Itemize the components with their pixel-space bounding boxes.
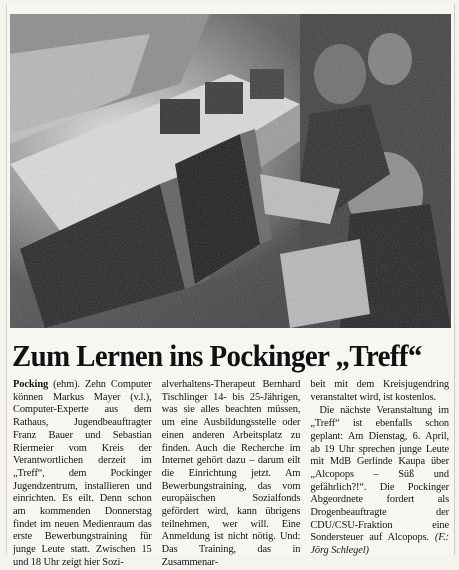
paragraph-text: Die nächste Veranstaltung im „Treff“ ist ebenfalls schon geplant: Am Dienstag, 6. April, ab 19 Uhr sprechen junge Leute mit MdB Gerlinde Kaupa über „Alcopops – Süß und gefährlich?!“. Die Pockinger Abgeordnete fordert als Drogenbeauftragte der CDU/CSU-Fraktion eine Sondersteuer auf Alcopops. [310,405,450,544]
article-paragraph: alverhaltens-Therapeut Bernhard Tischlinger 14- bis 25-Jährigen, was sie alles beachten müssen, um eine Ausbildungsstelle oder einen anderen Arbeitsplatz zu finden. Auch die Recherche im Internet gehört dazu – darum eilt die Einrichtung jetzt. Am Bewerbungstraining, das vom europäischen Sozialfonds gefördert wird, kann übrigens teilnehmen, wer will. Eine Anmeldung ist nicht nötig. Und: Das Training, das in Zusammenar- [161,379,301,568]
article-paragraph: beit mit dem Kreisjugendring veranstaltet wird, ist kostenlos. [310,379,450,403]
article-paragraph [310,405,449,557]
article-body [13,379,450,568]
article-column-1 [13,379,152,568]
article-column-2 [161,379,301,568]
dateline: Pocking [13,379,49,390]
article-column-3 [310,379,449,555]
photo-credit: (F.: Jörg Schlegel) [310,532,450,557]
paragraph-text: (ehm). Zehn Computer können Markus Mayer (v.l.), Computer-Experte aus dem Rathaus, Jugendbeauftragter Franz Bauer und Sebastian Riermeier vom Kreis der Verantwortlichen derzeit im „Treff“, dem Pockinger Jugendzentrum, installieren und einrichten. Es eilt. Denn schon am kommenden Donnerstag findet im neuen Medienraum das erste Bewerbungstraining für junge Leute statt. Zwischen 15 und 18 Uhr zeigt hier Sozi- [13,379,152,568]
article-photo [10,14,451,328]
headline: Zum Lernen ins Pockinger „Treff“ [12,338,422,373]
article-paragraph [13,379,152,570]
